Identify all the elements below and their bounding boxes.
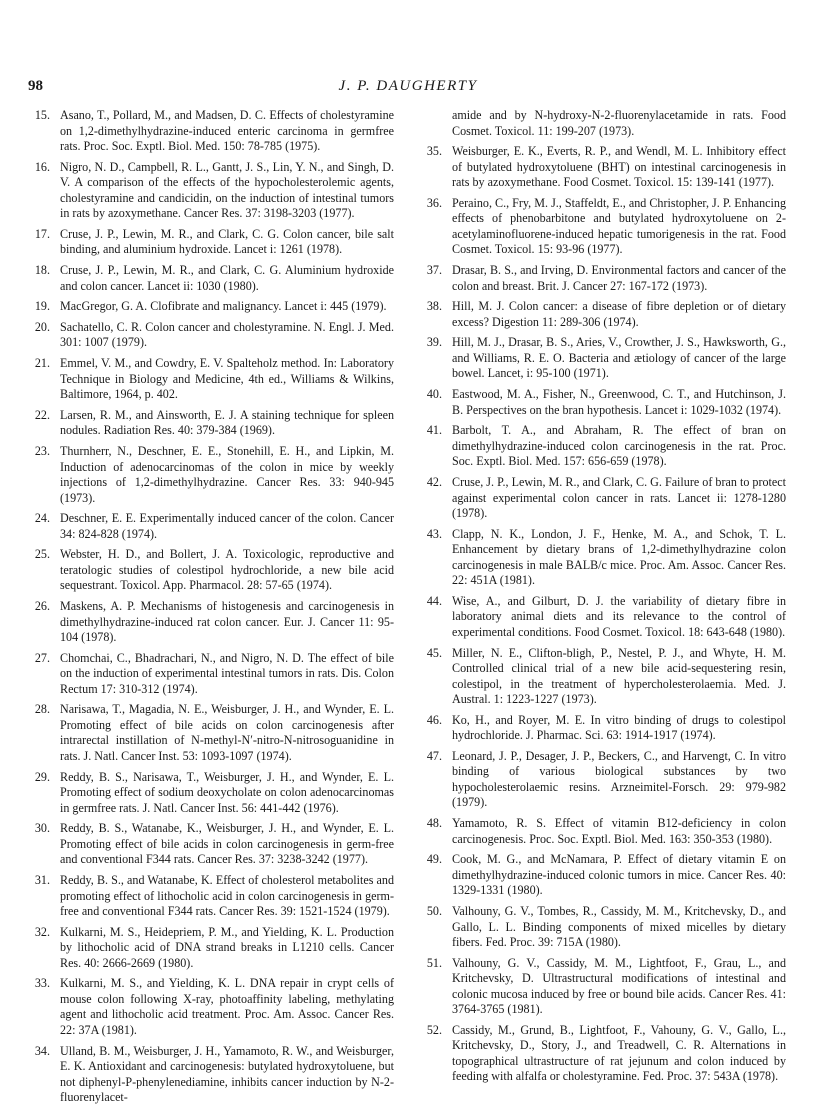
reference-text: Webster, H. D., and Bollert, J. A. Toxicologic, reproductive and teratologic studies of colestipol hydrochloride, a new bile acid sequestrant. Toxicol. App. Pharmacol. 28: 57-65 (1974). — [60, 547, 394, 593]
reference-text: Sachatello, C. R. Colon cancer and cholestyramine. N. Engl. J. Med. 301: 1007 (1979). — [60, 319, 394, 350]
reference-number: 45. — [426, 645, 442, 660]
reference-item — [26, 1044, 394, 1106]
reference-item — [26, 511, 394, 542]
reference-number: 40. — [426, 387, 442, 402]
reference-continuation: amide and by N-hydroxy-N-2-fluorenylacetamide in rats. Food Cosmet. Toxicol. 11: 199-207 (1973). — [452, 108, 786, 138]
reference-text: Weisburger, E. K., Everts, R. P., and Wendl, M. L. Inhibitory effect of butylated hydroxytoluene (BHT) on intestinal carcinogenesis in rats by azoxymethane. Food Cosmet. Toxicol. 15: 139-141 (1977). — [452, 144, 786, 190]
reference-number: 33. — [34, 976, 50, 991]
reference-item — [26, 408, 394, 439]
reference-text: Chomchai, C., Bhadrachari, N., and Nigro, N. D. The effect of bile on the induction of experimental intestinal tumors in rats. Dis. Colon Rectum 17: 310-312 (1974). — [60, 650, 394, 696]
reference-text: Barbolt, T. A., and Abraham, R. The effect of bran on dimethylhydrazine-induced colon carcinogenesis in the rat. Proc. Soc. Exptl. Biol. Med. 157: 656-659 (1978). — [452, 423, 786, 469]
reference-item — [418, 852, 786, 899]
reference-text: Peraino, C., Fry, M. J., Staffeldt, E., and Christopher, J. P. Enhancing effects of phenobarbitone and butylated hydroxytoluene on 2-acetylaminofluorene-induced hepatic tumorigenesis in the rat. Food Cosmet. Toxicol. 15: 93-96 (1977). — [452, 195, 786, 257]
reference-text: Narisawa, T., Magadia, N. E., Weisburger, J. H., and Wynder, E. L. Promoting effect of bile acids on colon carcinogenesis after intrarectal instillation of N-methyl-N′-nitro-N-nitrosoguanidine in rats. J. Natl. Cancer Inst. 53: 1093-1097 (1974). — [60, 702, 394, 763]
reference-number: 31. — [34, 873, 50, 887]
reference-item — [26, 227, 394, 258]
reference-number: 34. — [34, 1043, 50, 1058]
reference-item — [26, 160, 394, 222]
reference-text: Cruse, J. P., Lewin, M. R., and Clark, C. G. Failure of bran to protect against experimental colon cancer in rats. Lancet ii: 1278-1280 (1978). — [452, 475, 786, 520]
reference-item — [26, 547, 394, 594]
reference-number: 43. — [426, 526, 442, 541]
reference-text: Nigro, N. D., Campbell, R. L., Gantt, J. S., Lin, Y. N., and Singh, D. V. A comparison of the effects of the hypocholesterolemic agents, cholestyramine and candicidin, on the induction of intestinal tumors in rats by azoxymethane. Cancer Res. 37: 3198-3203 (1977). — [60, 159, 394, 221]
reference-text: Reddy, B. S., Watanabe, K., Weisburger, J. H., and Wynder, E. L. Promoting effect of bile acids in colon carcinogenesis in germ-free and conventional F344 rats. Cancer Res. 37: 3238-3242 (1977). — [60, 821, 394, 867]
reference-text: Cassidy, M., Grund, B., Lightfoot, F., Vahouny, G. V., Gallo, L., Kritchevsky, D., Story, J., and Treadwell, C. R. Alternations in topographical ultrastructure of rat jejunum and colon induced by feeding with alfalfa or cholestyramine. Fed. Proc. 37: 543A (1978). — [452, 1022, 786, 1084]
reference-item — [418, 299, 786, 330]
reference-number: 52. — [426, 1022, 442, 1037]
reference-text: Yamamoto, R. S. Effect of vitamin B12-deficiency in colon carcinogenesis. Proc. Soc. Exptl. Biol. Med. 163: 350-353 (1980). — [452, 816, 786, 846]
reference-item — [418, 594, 786, 641]
reference-number: 46. — [426, 712, 442, 727]
reference-item — [26, 356, 394, 403]
reference-item — [418, 749, 786, 811]
reference-item — [418, 956, 786, 1018]
reference-number: 38. — [426, 299, 442, 314]
reference-text: Emmel, V. M., and Cowdry, E. V. Spalteholz method. In: Laboratory Technique in Biology and Medicine, 4th ed., Williams & Wilkins, Baltimore, 1964, p. 402. — [60, 356, 394, 402]
reference-text: Reddy, B. S., and Watanabe, K. Effect of cholesterol metabolites and promoting effect of lithocholic acid in colon carcinogenesis in germ-free and conventional F344 rats. Cancer Res. 39: 1521-1524 (1979). — [60, 873, 394, 918]
reference-item — [26, 263, 394, 294]
reference-text: Kulkarni, M. S., Heidepriem, P. M., and Yielding, K. L. Production by lithocholic acid of DNA strand breaks in L1210 cells. Cancer Res. 40: 2666-2669 (1980). — [60, 924, 394, 970]
reference-number: 39. — [426, 335, 442, 350]
reference-number: 32. — [34, 924, 50, 939]
reference-item — [26, 873, 394, 920]
reference-item — [26, 299, 394, 315]
reference-item — [418, 527, 786, 589]
reference-column-left — [26, 108, 394, 1111]
reference-item — [26, 821, 394, 868]
reference-number: 20. — [34, 319, 50, 334]
reference-number: 47. — [426, 748, 442, 763]
reference-number: 23. — [34, 444, 50, 458]
reference-text: Asano, T., Pollard, M., and Madsen, D. C. Effects of cholestyramine on 1,2-dimethylhydrazine-induced enteric carcinoma in germfree rats. Proc. Soc. Exptl. Biol. Med. 150: 78-785 (1975). — [60, 108, 394, 153]
running-head: J. P. DAUGHERTY — [338, 78, 478, 94]
reference-item — [418, 646, 786, 708]
reference-item — [26, 599, 394, 646]
reference-text: Deschner, E. E. Experimentally induced cancer of the colon. Cancer 34: 824-828 (1974). — [60, 511, 394, 541]
reference-item — [26, 702, 394, 764]
reference-text: Clapp, N. K., London, J. F., Henke, M. A., and Schok, T. L. Enhancement by dietary brans of 1,2-dimethylhydrazine colon carcinogenesis in male BALB/c mice. Proc. Am. Assoc. Cancer Res. 22: 451A (1981). — [452, 526, 786, 588]
reference-text: Larsen, R. M., and Ainsworth, E. J. A staining technique for spleen nodules. Radiation Res. 40: 379-384 (1969). — [60, 407, 394, 438]
reference-item — [418, 263, 786, 294]
reference-item — [26, 651, 394, 698]
reference-text: Wise, A., and Gilburt, D. J. the variability of dietary fibre in laboratory animal diets and its relevance to the control of experimental conditions. Food Cosmet. Toxicol. 18: 643-648 (1980). — [452, 593, 786, 639]
reference-number: 35. — [426, 144, 442, 159]
reference-number: 30. — [34, 821, 50, 836]
reference-number: 42. — [426, 475, 442, 489]
reference-number: 21. — [34, 356, 50, 371]
reference-item — [418, 423, 786, 470]
reference-text: Cruse, J. P., Lewin, M. R., and Clark, C. G. Aluminium hydroxide and colon cancer. Lancet ii: 1030 (1980). — [60, 263, 394, 293]
reference-text: Valhouny, G. V., Tombes, R., Cassidy, M. M., Kritchevsky, D., and Gallo, L. L. Binding components of mixed micelles by dietary fibers. Fed. Proc. 39: 715A (1980). — [452, 904, 786, 949]
reference-text: Thurnherr, N., Deschner, E. E., Stonehill, E. H., and Lipkin, M. Induction of adenocarcinomas of the colon in mice by weekly injections of 1,2-dimethylhydrazine. Cancer Res. 33: 940-945 (1973). — [60, 444, 394, 505]
reference-item — [26, 444, 394, 506]
reference-text: Kulkarni, M. S., and Yielding, K. L. DNA repair in crypt cells of mouse colon following X-ray, photoaffinity labeling, methylating agent and lithocholic acid treatment. Proc. Am. Assoc. Cancer Res. 22: 37A (1981). — [60, 976, 394, 1037]
reference-number: 26. — [34, 599, 50, 614]
reference-text: Leonard, J. P., Desager, J. P., Beckers, C., and Harvengt, C. In vitro binding of various biological substances by two hypocholesterolaemic resins. Arzneimitel-Forsch. 29: 979-982 (1979). — [452, 748, 786, 810]
reference-number: 24. — [34, 511, 50, 526]
reference-number: 48. — [426, 816, 442, 831]
reference-text: Reddy, B. S., Narisawa, T., Weisburger, J. H., and Wynder, E. L. Promoting effect of sodium deoxycholate on colon adenocarcinomas in germfree rats. J. Natl. Cancer Inst. 56: 441-442 (1976). — [60, 769, 394, 815]
reference-number: 17. — [34, 226, 50, 241]
reference-item — [418, 816, 786, 847]
reference-text: Ko, H., and Royer, M. E. In vitro binding of drugs to colestipol hydrochloride. J. Pharmac. Sci. 63: 1914-1917 (1974). — [452, 712, 786, 743]
reference-number: 22. — [34, 407, 50, 422]
reference-item — [418, 713, 786, 744]
reference-text: Hill, M. J. Colon cancer: a disease of fibre depletion or of dietary excess? Digestion 11: 289-306 (1974). — [452, 299, 786, 329]
reference-text: Ulland, B. M., Weisburger, J. H., Yamamoto, R. W., and Weisburger, E. K. Antioxidant and carcinogenesis: butylated hydroxytoluene, but not diphenyl-P-phenylenediamine, inhibits cancer induction by N-2-fluorenylacet- — [60, 1043, 394, 1105]
reference-column-right — [418, 108, 786, 1090]
reference-text: Drasar, B. S., and Irving, D. Environmental factors and cancer of the colon and breast. Brit. J. Cancer 27: 167-172 (1973). — [452, 263, 786, 293]
reference-text: Valhouny, G. V., Cassidy, M. M., Lightfoot, F., Grau, L., and Kritchevsky, D. Ultrastructural modifications of intestinal and colonic mucosa induced by free or bound bile acids. Cancer Res. 41: 3764-3765 (1981). — [452, 955, 786, 1017]
reference-number: 27. — [34, 650, 50, 665]
page-header — [0, 78, 816, 100]
reference-number: 51. — [426, 955, 442, 970]
reference-item — [418, 904, 786, 951]
reference-number: 49. — [426, 852, 442, 867]
reference-item — [418, 387, 786, 418]
reference-number: 19. — [34, 299, 50, 314]
reference-item — [418, 196, 786, 258]
reference-text: Cook, M. G., and McNamara, P. Effect of dietary vitamin E on dimethylhydrazine-induced colonic tumors in mice. Cancer Res. 40: 1329-1331 (1980). — [452, 852, 786, 898]
reference-text: Miller, N. E., Clifton-bligh, P., Nestel, P. J., and Whyte, H. M. Controlled clinical trial of a new bile acid-sequestering resin, colestipol, in the treatment of hypercholesterolaemia. Med. J. Austral. 1: 1223-1227 (1973). — [452, 645, 786, 707]
reference-number: 15. — [34, 108, 50, 122]
reference-number: 25. — [34, 547, 50, 562]
reference-number: 50. — [426, 904, 442, 918]
reference-text: Maskens, A. P. Mechanisms of histogenesis and carcinogenesis in dimethylhydrazine-induced rat colon cancer. Eur. J. Cancer 11: 95-104 (1978). — [60, 599, 394, 645]
reference-number: 44. — [426, 593, 442, 608]
reference-item — [26, 770, 394, 817]
reference-item — [26, 108, 394, 155]
reference-number: 18. — [34, 263, 50, 278]
reference-number: 37. — [426, 263, 442, 278]
reference-item — [26, 925, 394, 972]
reference-item — [418, 335, 786, 382]
reference-number: 28. — [34, 702, 50, 717]
reference-number: 29. — [34, 769, 50, 784]
reference-number: 41. — [426, 423, 442, 438]
reference-item — [418, 475, 786, 522]
reference-text: Hill, M. J., Drasar, B. S., Aries, V., Crowther, J. S., Hawksworth, G., and Williams, R. E. O. Bacteria and ætiology of cancer of the large bowel. Lancet, i: 95-100 (1971). — [452, 335, 786, 381]
reference-item — [26, 976, 394, 1038]
reference-item — [26, 320, 394, 351]
reference-text: Cruse, J. P., Lewin, M. R., and Clark, C. G. Colon cancer, bile salt binding, and aluminium hydroxide. Lancet i: 1261 (1978). — [60, 226, 394, 257]
reference-text: MacGregor, G. A. Clofibrate and malignancy. Lancet i: 445 (1979). — [60, 299, 387, 314]
reference-number: 16. — [34, 159, 50, 174]
reference-text: Eastwood, M. A., Fisher, N., Greenwood, C. T., and Hutchinson, J. B. Perspectives on the bran hypothesis. Lancet i: 1029-1032 (1974). — [452, 387, 786, 417]
page-number: 98 — [28, 78, 43, 94]
reference-item — [418, 1023, 786, 1085]
reference-number: 36. — [426, 195, 442, 210]
reference-item — [418, 144, 786, 191]
